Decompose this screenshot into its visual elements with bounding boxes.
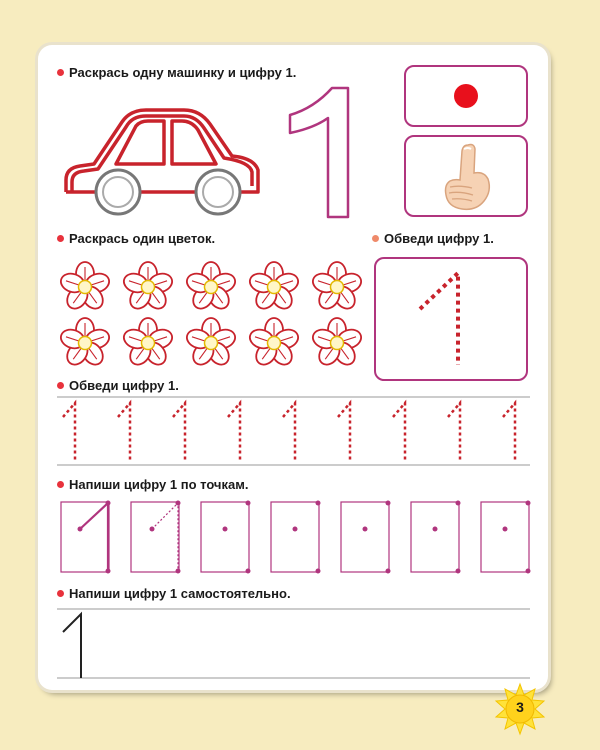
car-outline[interactable]: [60, 100, 265, 218]
big-digit-one-outline[interactable]: [284, 85, 354, 220]
flower: [184, 318, 237, 369]
flower: [247, 318, 300, 369]
one-finger-hand-icon: [438, 141, 496, 213]
flower: [58, 262, 111, 313]
bullet-icon: [57, 382, 64, 389]
bullet-icon: [57, 69, 64, 76]
task-color-car: Раскрась одну машинку и цифру 1.: [57, 65, 296, 80]
flower: [310, 318, 363, 369]
task-trace-row: Обведи цифру 1.: [57, 378, 179, 393]
flower-grid[interactable]: [55, 259, 375, 371]
task-trace-big-one: Обведи цифру 1.: [372, 231, 494, 246]
write-line[interactable]: [57, 608, 530, 680]
trace-row[interactable]: [57, 397, 530, 467]
bullet-icon: [57, 590, 64, 597]
flower: [121, 318, 174, 369]
worksheet-page: [38, 45, 548, 690]
dot-card: [404, 65, 528, 127]
bullet-icon: [57, 481, 64, 488]
flower: [310, 262, 363, 313]
bullet-icon: [57, 235, 64, 242]
page-number: 3: [516, 699, 524, 715]
task-write-dots: Напиши цифру 1 по точкам.: [57, 477, 248, 492]
dot-boxes-row[interactable]: [60, 501, 530, 576]
flower: [58, 318, 111, 369]
finger-card: [404, 135, 528, 217]
trace-big-one-box[interactable]: [374, 257, 528, 381]
task-write-self: Напиши цифру 1 самостоятельно.: [57, 586, 291, 601]
dotted-big-one: [416, 269, 476, 369]
flower: [184, 262, 237, 313]
red-dot: [454, 84, 478, 108]
flower: [121, 262, 174, 313]
bullet-icon: [372, 235, 379, 242]
flower: [247, 262, 300, 313]
task-color-flower: Раскрась один цветок.: [57, 231, 215, 246]
